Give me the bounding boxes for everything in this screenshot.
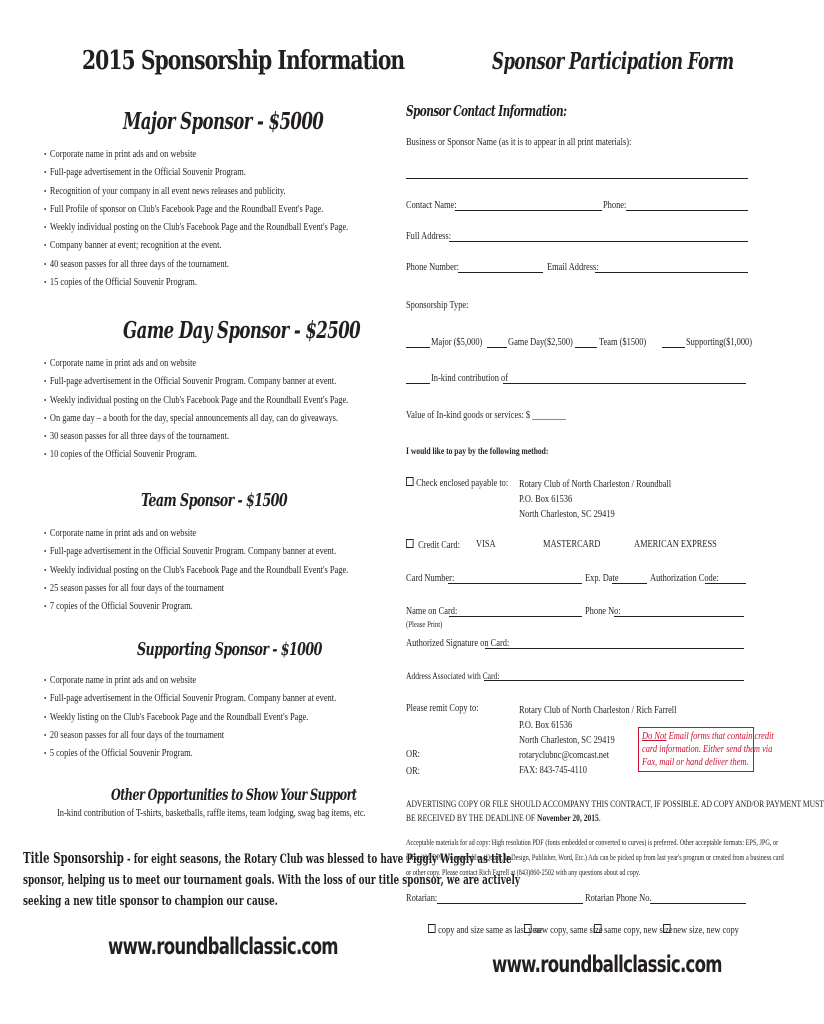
list-item: • Corporate name in print ads and on website xyxy=(44,358,197,369)
list-item: • 10 copies of the Official Souvenir Program. xyxy=(44,449,197,461)
supporting-sponsor-heading: Supporting Sponsor - $1000 xyxy=(137,639,322,660)
list-item: • 30 season passes for all three days of the tournament. xyxy=(44,431,230,443)
supporting-sponsor-list xyxy=(44,672,392,763)
list-item: • Weekly listing on the Club's Facebook Page and the Roundball Event's Page. xyxy=(44,711,309,723)
exp-date-field[interactable] xyxy=(612,583,647,584)
copy-option-4[interactable]: new size, new copy xyxy=(663,924,739,936)
sponsorship-type-label: Sponsorship Type: xyxy=(406,300,469,311)
list-item: • 40 season passes for all three days of the tournament. xyxy=(44,258,230,270)
auth-signature-field[interactable] xyxy=(485,648,744,649)
materials-notice: Acceptable materials for ad copy: High resolution PDF (fonts embedded or converted to curves) is preferred. Other acceptable formats: EPS, JPG, or tiff at 300 DPI. No native files (Quark, In Design, Publisher, Word, Etc.) Ads can be picked up from last year's program or created from a business card or other copy. Please contact Rich Farrell at (843)860-2502 with any questions about ad copy. xyxy=(406,838,784,877)
pay-heading: I would like to pay by the following method: xyxy=(406,446,549,456)
list-item: • Company banner at event; recognition at the event. xyxy=(44,240,222,252)
other-opportunities-text: In-kind contribution of T-shirts, basketballs, raffle items, team lodging, swag bag items, etc. xyxy=(57,808,366,819)
inkind-value-label: Value of In-kind goods or services: $ ________ xyxy=(406,410,566,421)
warning-box: Do Not Email forms that contain credit card information. Either send them via Fax, mail or hand deliver them. xyxy=(638,727,754,772)
form-title: Sponsor Participation Form xyxy=(492,48,734,75)
list-item: • Full-page advertisement in the Official Souvenir Program. xyxy=(44,167,246,179)
checkbox-icon[interactable] xyxy=(406,539,414,548)
list-item: • Weekly individual posting on the Club's Facebook Page and the Roundball Event's Page. xyxy=(44,222,349,234)
list-item: • On game day – a booth for the day, special announcements all day, can do giveaways. xyxy=(44,412,339,424)
checkbox-icon[interactable] xyxy=(524,924,532,933)
list-item: • Corporate name in print ads and on website xyxy=(44,528,197,539)
list-item: • 15 copies of the Official Souvenir Program. xyxy=(44,277,197,289)
business-name-field[interactable] xyxy=(406,178,748,179)
remit-label: Please remit Copy to: xyxy=(406,703,479,714)
gameday-sponsor-heading: Game Day Sponsor - $2500 xyxy=(123,317,361,344)
inkind-check-field[interactable] xyxy=(406,383,430,384)
auth-code-label: Authorization Code: xyxy=(650,573,719,584)
list-item: • Corporate name in print ads and on website xyxy=(44,149,197,160)
email-label: Email Address: xyxy=(547,262,599,273)
major-sponsor-heading: Major Sponsor - $5000 xyxy=(123,108,324,135)
website-link-left[interactable]: www.roundballclassic.com xyxy=(108,934,338,960)
gameday-sponsor-list xyxy=(44,355,406,465)
type-gameday: Game Day($2,500) xyxy=(508,337,573,348)
contact-name-field[interactable] xyxy=(455,210,602,211)
title-sponsorship-text: Title Sponsorship - for eight seasons, the Rotary Club was blessed to have Piggly Wiggly as title sponsor, helping us to meet our tournament goals. With the loss of our title sponsor, we are actively seeking a new title sponsor to champion our cause. xyxy=(23,849,520,909)
team-type-field[interactable] xyxy=(575,347,597,348)
name-on-card-field[interactable] xyxy=(449,616,582,617)
phone-number-field[interactable] xyxy=(458,272,543,273)
card-address-label: Address Associated with Card: xyxy=(406,671,500,681)
email-field[interactable] xyxy=(595,272,748,273)
gameday-type-field[interactable] xyxy=(487,347,507,348)
card-number-field[interactable] xyxy=(448,583,582,584)
list-item: • Weekly individual posting on the Club's Facebook Page and the Roundball Event's Page. xyxy=(44,564,349,576)
name-on-card-label: Name on Card: xyxy=(406,606,458,617)
major-sponsor-list xyxy=(44,146,406,292)
page-title: 2015 Sponsorship Information xyxy=(82,46,405,76)
list-item: • 5 copies of the Official Souvenir Program. xyxy=(44,748,193,760)
list-item: • 25 season passes for all four days of the tournament xyxy=(44,582,225,594)
full-address-label: Full Address: xyxy=(406,231,452,242)
list-item: • Full-page advertisement in the Official Souvenir Program. Company banner at event. xyxy=(44,376,337,388)
contact-heading: Sponsor Contact Information: xyxy=(406,102,567,120)
copy-option-2[interactable]: new copy, same size xyxy=(524,924,603,936)
copy-option-3[interactable]: same copy, new size xyxy=(594,924,673,936)
remit-address: Rotary Club of North Charleston / Rich Farrell P.O. Box 61536 North Charleston, SC 29419 rotaryclubnc@comcast.net FAX: 843-745-4110 xyxy=(519,705,677,776)
rotarian-phone-label: Rotarian Phone No. xyxy=(585,893,652,904)
check-option[interactable]: Check enclosed payable to: xyxy=(406,477,508,489)
list-item: • Full-page advertisement in the Official Souvenir Program. Company banner at event. xyxy=(44,546,337,558)
inkind-field[interactable] xyxy=(503,383,746,384)
supporting-type-field[interactable] xyxy=(662,347,685,348)
card-number-label: Card Number: xyxy=(406,573,455,584)
major-type-field[interactable] xyxy=(406,347,430,348)
or-label-2: OR: xyxy=(406,766,421,777)
business-name-label: Business or Sponsor Name (as it is to appear in all print materials): xyxy=(406,137,632,148)
card-amex[interactable]: AMERICAN EXPRESS xyxy=(634,539,717,550)
rotarian-label: Rotarian: xyxy=(406,893,438,904)
rotarian-field[interactable] xyxy=(437,903,583,904)
checkbox-icon[interactable] xyxy=(594,924,602,933)
rotarian-phone-field[interactable] xyxy=(650,903,746,904)
list-item: • Full-page advertisement in the Official Souvenir Program. Company banner at event. xyxy=(44,693,337,705)
type-supporting: Supporting($1,000) xyxy=(686,337,753,348)
list-item: • 7 copies of the Official Souvenir Program. xyxy=(44,601,193,613)
checkbox-icon[interactable] xyxy=(428,924,436,933)
type-team: Team ($1500) xyxy=(599,337,647,348)
checkbox-icon[interactable] xyxy=(663,924,671,933)
inkind-label: In-kind contribution of xyxy=(431,373,508,384)
ad-copy-notice: ADVERTISING COPY OR FILE SHOULD ACCOMPANY THIS CONTRACT, IF POSSIBLE. AD COPY AND/OR PAYMENT MUST BE RECEIVED BY THE DEADLINE OF November 20, 2015. xyxy=(406,799,824,823)
team-sponsor-list xyxy=(44,525,406,616)
list-item: • Recognition of your company in all event news releases and publicity. xyxy=(44,185,286,197)
full-address-field[interactable] xyxy=(449,241,748,242)
credit-card-option[interactable]: Credit Card: xyxy=(406,539,460,551)
check-address: Rotary Club of North Charleston / Roundball P.O. Box 61536 North Charleston, SC 29419 xyxy=(519,479,672,520)
auth-code-field[interactable] xyxy=(705,583,746,584)
or-label-1: OR: xyxy=(406,749,421,760)
card-mastercard[interactable]: MASTERCARD xyxy=(543,539,601,550)
exp-date-label: Exp. Date xyxy=(585,573,619,584)
list-item: • Corporate name in print ads and on website xyxy=(44,675,197,686)
phone-number-label: Phone Number: xyxy=(406,262,459,273)
phone-no-label: Phone No: xyxy=(585,606,621,617)
list-item: • 20 season passes for all four days of the tournament xyxy=(44,729,225,741)
other-opportunities-heading: Other Opportunities to Show Your Support xyxy=(111,785,357,804)
please-print-note: (Please Print) xyxy=(406,620,443,629)
contact-name-label: Contact Name: xyxy=(406,200,457,211)
copy-option-1[interactable]: copy and size same as last year xyxy=(428,924,543,936)
website-link-right[interactable]: www.roundballclassic.com xyxy=(492,952,722,978)
card-visa[interactable]: VISA xyxy=(476,539,496,550)
type-major: Major ($5,000) xyxy=(431,337,483,348)
list-item: • Weekly individual posting on the Club's Facebook Page and the Roundball Event's Page. xyxy=(44,394,349,406)
checkbox-icon[interactable] xyxy=(406,477,414,486)
phone-label: Phone: xyxy=(603,200,627,211)
team-sponsor-heading: Team Sponsor - $1500 xyxy=(141,490,288,511)
list-item: • Full Profile of sponsor on Club's Facebook Page and the Roundball Event's Page. xyxy=(44,203,324,215)
phone-no-field[interactable] xyxy=(614,616,744,617)
auth-signature-label: Authorized Signature on Card: xyxy=(406,638,510,649)
phone-field[interactable] xyxy=(626,210,748,211)
card-address-field[interactable] xyxy=(484,680,744,681)
